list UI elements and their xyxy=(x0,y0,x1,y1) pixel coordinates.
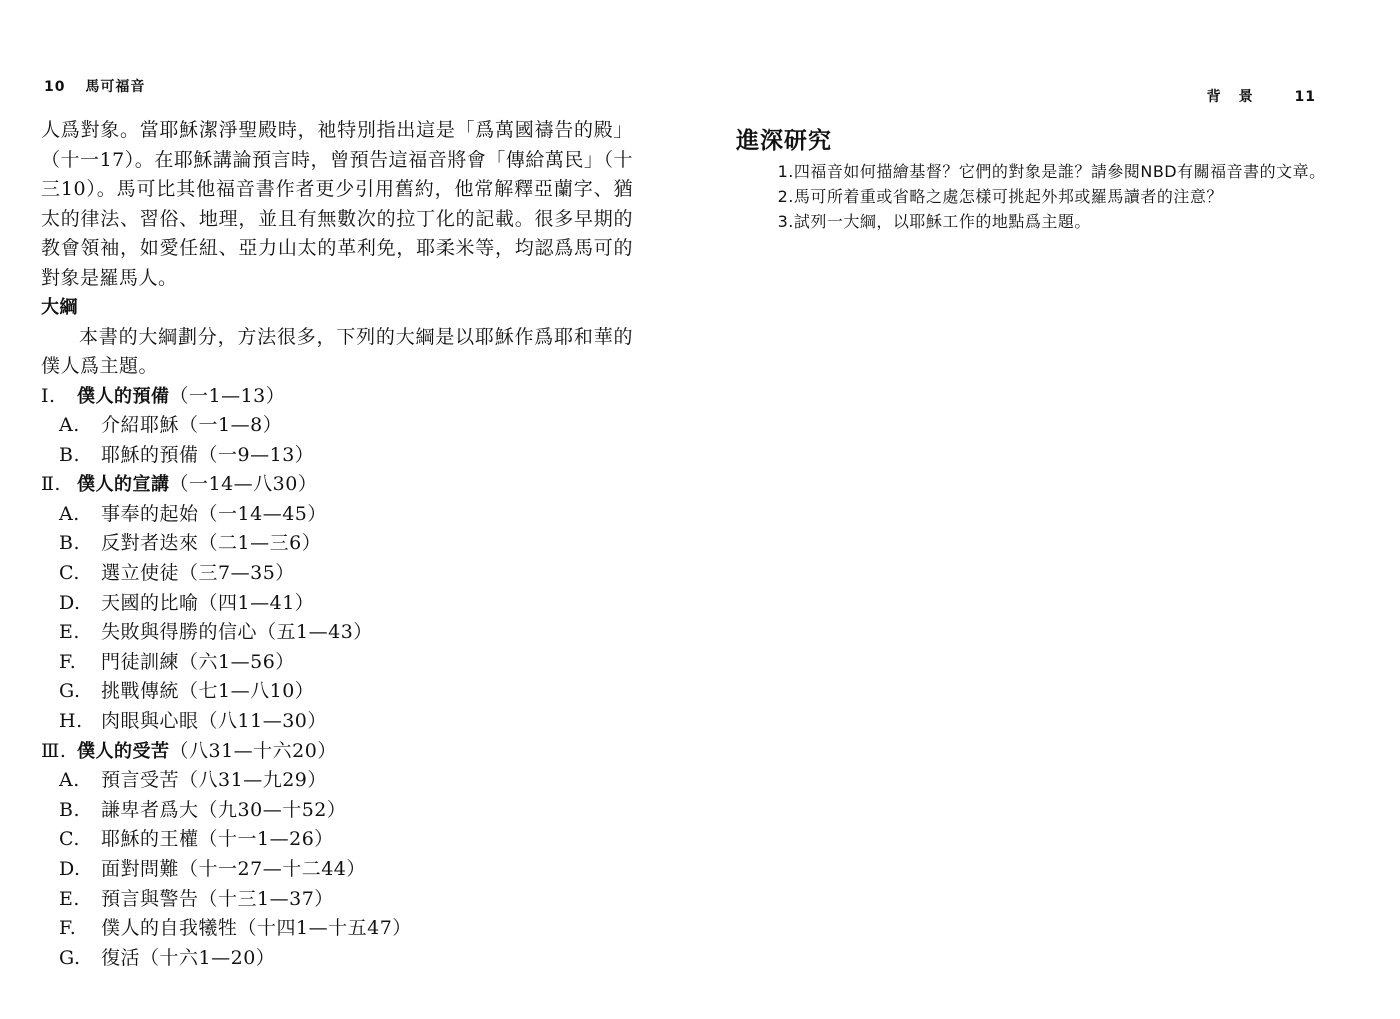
left-running-head xyxy=(44,76,145,96)
outline-item-label: 門徒訓練 xyxy=(101,650,180,673)
intro-paragraph: 人爲對象。當耶穌潔淨聖殿時，祂特別指出這是「爲萬國禱告的殿」（十一17）。在耶穌講論預言時，曾預告這福音將會「傳給萬民」（十三10）。馬可比其他福音書作者更少引用舊約，他常解釋亞蘭字、猶太的律法、習俗、地理，並且有無數次的拉丁化的記載。很多早期的教會領袖，如愛任紐、亞力山太的革利免，耶柔米等，均認爲馬可的對象是羅馬人。 xyxy=(41,119,633,289)
outline-item-label: 介紹耶穌 xyxy=(101,414,180,437)
outline-item-label: 謙卑者爲大 xyxy=(101,798,199,821)
outline-item-number: H. xyxy=(59,710,83,733)
outline-item-label: 預言與警告 xyxy=(101,887,199,910)
outline-intro-paragraph: 本書的大綱劃分，方法很多，下列的大綱是以耶穌作爲耶和華的僕人爲主題。 xyxy=(41,325,633,377)
outline-item-number: C. xyxy=(59,828,80,851)
outline-item-number: D. xyxy=(59,858,81,880)
outline-item-number: B. xyxy=(59,798,81,821)
outline-item-number: D. xyxy=(59,591,81,614)
outline-item-number: C. xyxy=(59,562,80,585)
outline-item xyxy=(41,411,633,441)
outline-item-reference: （八31—九29） xyxy=(179,769,327,792)
further-study-heading: 進深研究 xyxy=(736,128,832,154)
outline-item xyxy=(41,737,633,767)
outline-item xyxy=(41,500,633,530)
outline-item xyxy=(41,441,633,471)
left-running-title: 馬可福音 xyxy=(85,79,146,95)
outline-item-reference: （一1—13） xyxy=(169,384,286,407)
study-question-2: 2.馬可所着重或省略之處怎樣可挑起外邦或羅馬讀者的注意？ xyxy=(777,187,1223,206)
outline-item xyxy=(41,529,633,559)
outline-item-number: A. xyxy=(59,414,80,437)
outline-item-reference: （二1—三6） xyxy=(198,532,322,555)
outline-item-number: F. xyxy=(59,650,77,673)
outline-item-label: 僕人的自我犧牲 xyxy=(101,917,238,940)
outline-item-label: 僕人的預備 xyxy=(77,385,170,407)
outline-item-label: 僕人的受苦 xyxy=(77,740,170,762)
outline-item-number: B. xyxy=(59,443,81,466)
study-question-1: 1.四福音如何描繪基督？它們的對象是誰？請參閱NBD有關福音書的文章。 xyxy=(777,162,1326,181)
outline-item-reference: （十六1—20） xyxy=(140,946,276,969)
outline-item-number: G. xyxy=(59,680,81,703)
outline-item xyxy=(41,766,633,796)
outline-item-number: E. xyxy=(59,887,80,910)
outline-item-reference: （一1—8） xyxy=(179,414,283,437)
outline-item xyxy=(41,796,633,826)
outline-item-label: 選立使徒 xyxy=(101,562,180,585)
outline-item xyxy=(41,944,633,974)
outline-item xyxy=(41,382,633,412)
outline-item-reference: （一14—八30） xyxy=(169,473,318,496)
outline-item xyxy=(41,589,633,619)
outline-list xyxy=(41,382,633,974)
left-page-number: 10 xyxy=(44,79,66,95)
outline-item-reference: （八11—30） xyxy=(198,710,327,733)
outline-item-label: 天國的比喻 xyxy=(101,591,199,614)
right-running-title: 背景 xyxy=(1206,89,1271,105)
outline-item-reference: （十一1—26） xyxy=(198,828,334,851)
further-study-section xyxy=(736,122,1336,234)
outline-item-reference: （五1—43） xyxy=(257,621,373,644)
left-body xyxy=(41,116,633,973)
outline-item xyxy=(41,914,633,944)
outline-item-label: 預言受苦 xyxy=(101,769,180,792)
outline-item-reference: （九30—十52） xyxy=(198,798,347,821)
outline-item-label: 復活 xyxy=(101,946,141,969)
outline-item xyxy=(41,470,633,500)
outline-item-reference: （四1—41） xyxy=(198,591,315,614)
outline-item-label: 面對問難 xyxy=(101,858,180,880)
outline-item-label: 肉眼與心眼 xyxy=(101,710,199,733)
outline-item-reference: （一9—13） xyxy=(198,443,315,466)
outline-item xyxy=(41,677,633,707)
outline-item-label: 耶穌的王權 xyxy=(101,828,199,851)
outline-item-reference: （六1—56） xyxy=(179,650,295,673)
outline-item xyxy=(41,707,633,737)
outline-item-label: 事奉的起始 xyxy=(101,502,199,525)
outline-item-reference: （八31—十六20） xyxy=(169,739,337,762)
outline-item xyxy=(41,825,633,855)
outline-item-label: 挑戰傳統 xyxy=(101,680,180,703)
outline-item xyxy=(41,855,633,885)
outline-item-reference: （十一27—十二44） xyxy=(179,858,366,880)
right-page xyxy=(700,0,1400,1019)
outline-item-number: A. xyxy=(59,769,80,792)
outline-item xyxy=(41,618,633,648)
right-page-number: 11 xyxy=(1294,89,1316,105)
outline-item-number: B. xyxy=(59,532,81,555)
outline-item-reference: （一14—45） xyxy=(198,502,327,525)
outline-item-number: Ⅱ. xyxy=(41,473,61,496)
right-running-head xyxy=(1207,86,1316,106)
outline-item-label: 耶穌的預備 xyxy=(101,443,199,466)
outline-item xyxy=(41,648,633,678)
outline-item-reference: （十四1—十五47） xyxy=(237,917,412,940)
outline-item-number: A. xyxy=(59,502,80,525)
outline-item xyxy=(41,885,633,915)
outline-item-label: 反對者迭來 xyxy=(101,532,199,555)
outline-heading: 大綱 xyxy=(41,297,78,318)
outline-item-number: Ⅲ. xyxy=(41,739,67,762)
outline-item-label: 失敗與得勝的信心 xyxy=(101,621,258,644)
outline-item-number: E. xyxy=(59,621,80,644)
outline-item-number: Ⅰ. xyxy=(41,384,56,407)
outline-item-number: F. xyxy=(59,917,77,940)
study-question-3: 3.試列一大綱，以耶穌工作的地點爲主題。 xyxy=(777,212,1091,231)
outline-item xyxy=(41,559,633,589)
outline-item-reference: （十三1—37） xyxy=(198,887,334,910)
outline-item-number: G. xyxy=(59,946,81,969)
outline-item-reference: （三7—35） xyxy=(179,562,295,585)
outline-item-reference: （七1—八10） xyxy=(179,680,315,703)
outline-item-label: 僕人的宣講 xyxy=(77,474,170,496)
